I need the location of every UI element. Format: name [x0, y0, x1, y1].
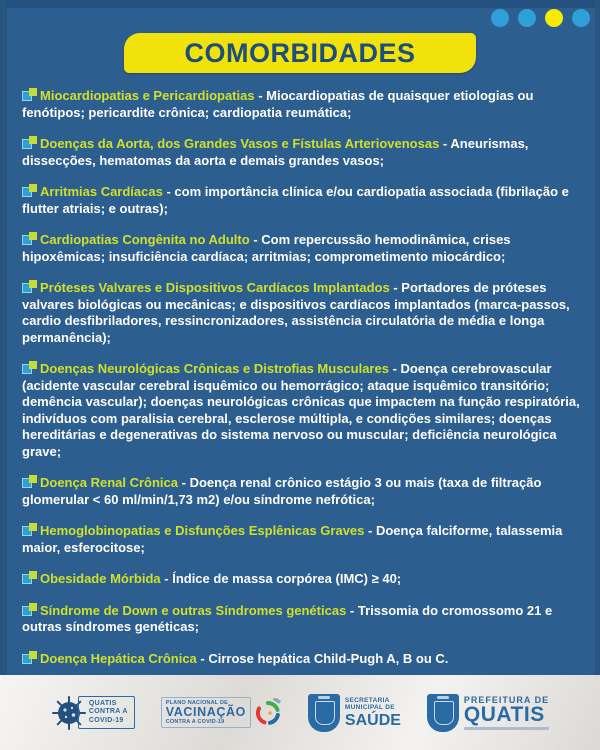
list-item — [22, 232, 582, 265]
secretaria-line: SECRETARIA — [344, 696, 390, 704]
list-item — [22, 523, 582, 556]
overlapping-squares-icon — [22, 603, 38, 616]
prefeitura-title: QUATIS — [463, 703, 545, 726]
decorative-dots — [491, 9, 590, 27]
logo-prefeitura-quatis — [427, 694, 549, 732]
item-description: - Trissomia do cromossomo 21 e outras síndromes genéticas; — [22, 602, 553, 634]
shield-crest-icon — [427, 694, 459, 732]
saude-title: SAÚDE — [344, 711, 401, 729]
shield-crest-icon — [308, 694, 340, 732]
item-description: - Com repercussão hemodinâmica, crises hipoxêmicas; insuficiência cardíaca; arritmias; comprometimento miocárdico; — [22, 232, 511, 264]
top-border-strip — [0, 0, 600, 8]
list-item — [22, 475, 582, 508]
item-title: Próteses Valvares e Dispositivos Cardíacos Implantados — [40, 280, 390, 295]
badge-line: COVID-19 — [88, 716, 124, 724]
vaccination-arc-icon — [254, 698, 282, 728]
item-title: Doença Hepática Crônica — [40, 650, 197, 666]
title-banner — [124, 33, 476, 73]
logo-quatis-contra-covid — [51, 695, 135, 731]
overlapping-squares-icon — [22, 523, 38, 536]
item-title: Hemoglobinopatias e Disfunções Esplênicas Graves — [40, 523, 365, 538]
overlapping-squares-icon — [22, 136, 38, 149]
page-title: COMORBIDADES — [184, 37, 416, 68]
overlapping-squares-icon — [22, 361, 38, 374]
list-item — [22, 280, 582, 346]
item-description: - Doença cerebrovascular (acidente vascular cerebral isquêmico ou hemorrágico; ataque isquêmico transitório; demência vascular); doenças neurológicas crônicas que impactem na função respiratória, indivíduos com paralisia cerebral, esclerose múltipla, e condições similares; doenças hereditárias e degenerativas do sistema nervoso ou muscular; deficiência neurológica grave; — [22, 361, 580, 459]
secretaria-text — [345, 697, 401, 729]
item-description: - com importância clínica e/ou cardiopatia associada (fibrilação e flutter atriais; e outras); — [22, 184, 569, 216]
right-border-strip — [595, 0, 600, 676]
overlapping-squares-icon — [22, 651, 38, 664]
dot-icon — [491, 9, 509, 27]
item-title: Doenças da Aorta, dos Grandes Vasos e Fístulas Arteriovenosas — [40, 136, 440, 151]
item-description: - Cirrose hepática Child-Pugh A, B ou C. — [200, 650, 449, 666]
item-title: Miocardiopatias e Pericardiopatias — [40, 88, 255, 103]
overlapping-squares-icon — [22, 232, 38, 245]
overlapping-squares-icon — [22, 88, 38, 101]
list-item — [22, 88, 582, 121]
list-item — [22, 184, 582, 217]
overlapping-squares-icon — [22, 280, 38, 293]
item-description: - Doença falciforme, talassemia maior, esferocitose; — [22, 523, 563, 555]
vacinacao-topline: PLANO NACIONAL DE — [165, 700, 229, 706]
vacinacao-bottomline: CONTRA A COVID-19 — [165, 719, 225, 725]
list-item — [22, 136, 582, 169]
logo-secretaria-saude — [308, 694, 401, 732]
footer-logos-bar — [0, 675, 600, 750]
item-description: - Portadores de próteses valvares biológicas ou mecânicas; e dispositivos cardíacos implantados (marca-passos, cardio desfibriladores, ressincronizadores, assistência circulatória de média e longa permanência); — [22, 280, 570, 345]
list-item — [22, 571, 582, 588]
dot-icon — [518, 9, 536, 27]
item-title: Obesidade Mórbida — [40, 571, 161, 586]
list-item — [22, 361, 582, 460]
prefeitura-topline: PREFEITURA DE — [463, 695, 550, 705]
item-title: Síndrome de Down e outras Síndromes genéticas — [40, 602, 347, 618]
badge-line: CONTRA A — [88, 708, 128, 716]
overlapping-squares-icon — [22, 475, 38, 488]
item-description: - Índice de massa corpórea (IMC) ≥ 40; — [164, 571, 402, 586]
secretaria-line: MUNICIPAL DE — [344, 704, 395, 711]
covid-badge-text — [78, 696, 135, 730]
item-title: Doença Renal Crônica — [40, 475, 178, 490]
vacinacao-title: VACINAÇÃO — [165, 705, 246, 719]
item-title: Doenças Neurológicas Crônicas e Distrofias Musculares — [40, 361, 389, 376]
vacinacao-text — [161, 697, 251, 728]
logo-plano-vacinacao — [161, 697, 282, 728]
prefeitura-tagline — [464, 727, 549, 730]
badge-line: QUATIS — [88, 699, 117, 707]
list-item — [22, 651, 582, 668]
dot-icon — [572, 9, 590, 27]
comorbidities-list — [22, 88, 582, 682]
list-item — [22, 603, 582, 636]
item-description: - Miocardiopatias de quaisquer etiologias ou fenótipos; pericardite crônica; cardiopatia reumática; — [22, 88, 534, 120]
left-border-strip — [0, 0, 7, 676]
prefeitura-text — [464, 695, 549, 730]
overlapping-squares-icon — [22, 184, 38, 197]
item-description: - Doença renal crônico estágio 3 ou mais (taxa de filtração glomerular < 60 ml/min/1,73 m2) e/ou síndrome nefrótica; — [22, 475, 542, 507]
item-description: - Aneurismas, dissecções, hematomas da aorta e demais grandes vasos; — [22, 136, 529, 168]
overlapping-squares-icon — [22, 571, 38, 584]
dot-icon — [545, 9, 563, 27]
item-title: Cardiopatias Congênita no Adulto — [40, 232, 250, 247]
item-title: Arritmias Cardíacas — [40, 184, 163, 199]
